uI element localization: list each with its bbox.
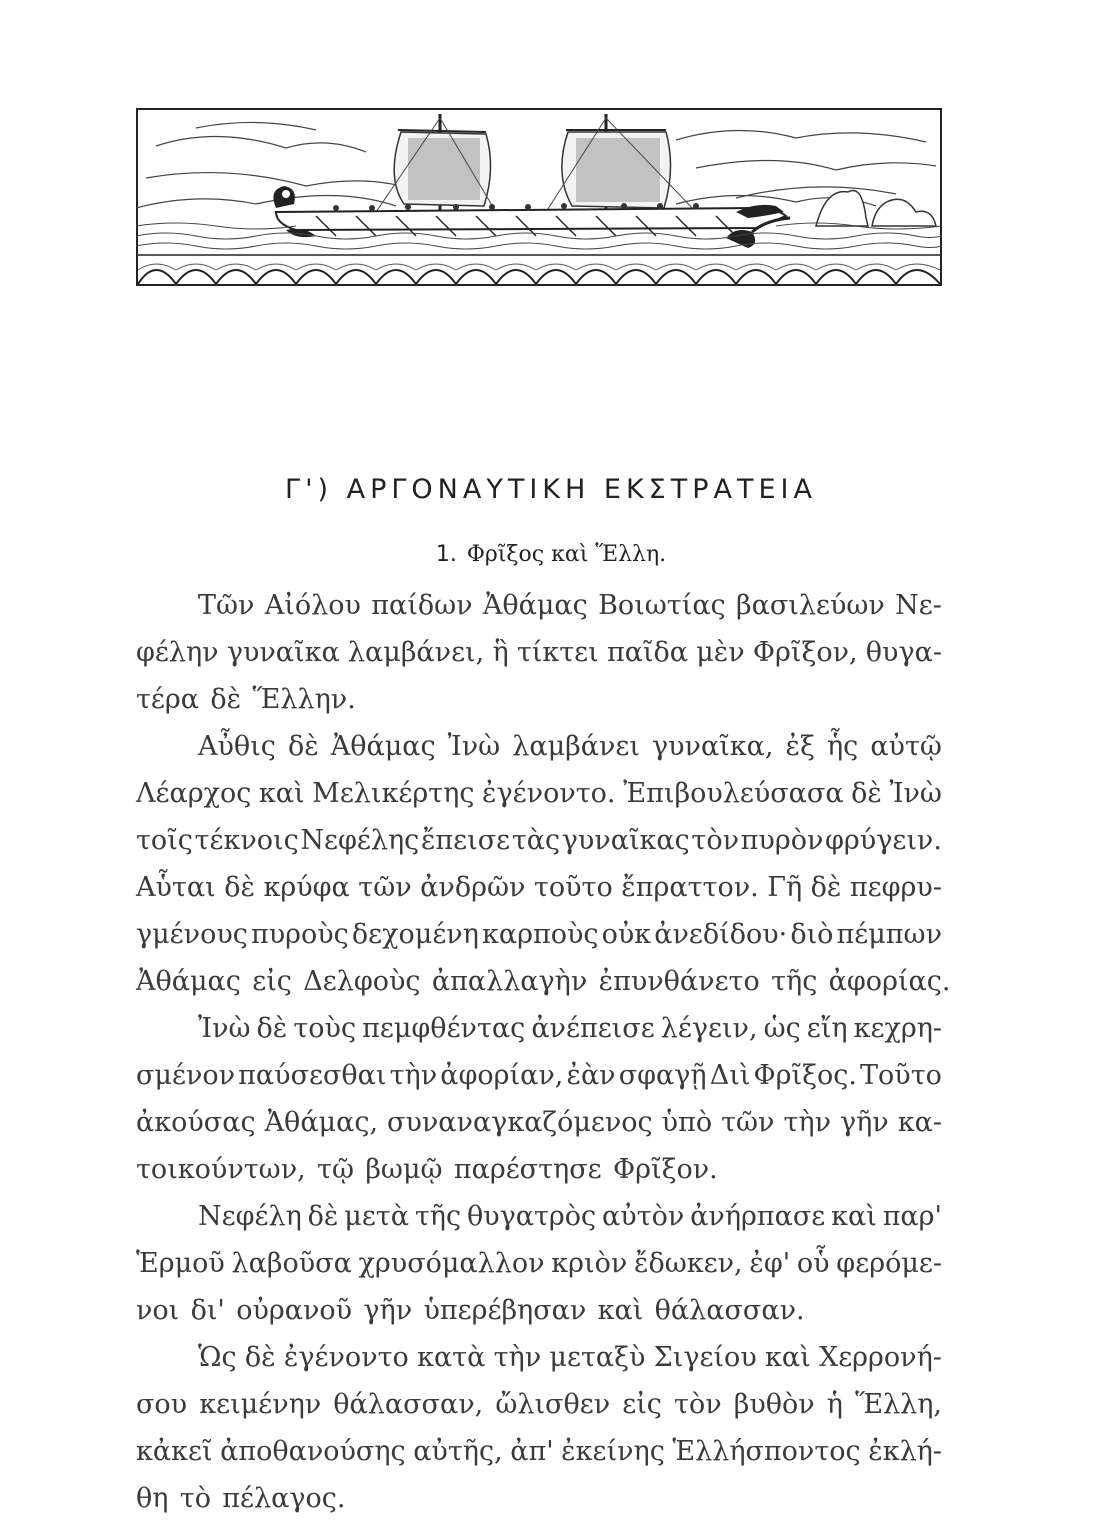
word: ἧς [826, 731, 859, 762]
text-line [136, 911, 942, 958]
word: δὲ [810, 872, 842, 903]
word: κριὸν [551, 1248, 628, 1279]
text-line [136, 1099, 942, 1146]
word: εἰς [252, 966, 292, 997]
word: μὲν [696, 637, 745, 668]
word: φερόμε- [836, 1248, 942, 1279]
word: ἀνεδίδου· [654, 919, 788, 950]
word: συναναγκαζόμενος [387, 1107, 653, 1138]
word: θυγα- [865, 637, 942, 668]
word: ἡ [826, 1389, 843, 1420]
word: ἔπραττον. [621, 872, 759, 903]
text-line [136, 958, 951, 1005]
word: λαμβάνει, [347, 637, 485, 668]
word: Βοιωτίας [598, 590, 726, 621]
word: διὸ [790, 919, 834, 950]
word: ἣ [492, 637, 509, 668]
word: τῆς [771, 966, 818, 997]
word: Ἀθάμας [330, 731, 436, 762]
word: τῶν [721, 1107, 775, 1138]
section-number: 1. [435, 542, 457, 567]
word: φρύγειν. [825, 825, 942, 856]
paragraph [136, 1193, 942, 1334]
word: ἐγένοντο [283, 1342, 409, 1373]
word: πέμπων [836, 919, 942, 950]
word: τῶν [358, 872, 412, 903]
word: θη [136, 1483, 169, 1514]
word: τῷ [317, 1154, 354, 1185]
word: μετὰ [344, 1201, 409, 1232]
text-line [136, 770, 942, 817]
text-line [136, 817, 942, 864]
word: τίκτει [516, 637, 599, 668]
word: ἔπεισε [420, 825, 511, 856]
word: Ἀθάμας, [264, 1107, 379, 1138]
word: Ἕλλην. [252, 684, 356, 715]
word: Μελικέρτης [312, 778, 475, 809]
word: οὐκ [601, 919, 652, 950]
word: τὸν [674, 1389, 722, 1420]
word: θάλασσαν. [654, 1295, 805, 1326]
word: τοῖς [136, 825, 193, 856]
text-line [136, 1240, 942, 1287]
word: τὴν [493, 1342, 542, 1373]
word: τὸν [691, 825, 740, 856]
word: ἐγένοντο. [482, 778, 616, 809]
word: ἀπαλλαγὴν [431, 966, 588, 997]
word: κειμένην [199, 1389, 322, 1420]
word: λαμβάνει [512, 731, 640, 762]
section-title: Φρῖξος καὶ Ἕλλη. [466, 542, 667, 567]
word: δὲ [210, 684, 242, 715]
word: θάλασσαν, [333, 1389, 484, 1420]
word: πυροὺς [250, 919, 349, 950]
word: ἐκείνης [561, 1436, 665, 1467]
word: κρύφα [263, 872, 350, 903]
text-line [136, 1193, 942, 1240]
word: ὑπὸ [661, 1107, 713, 1138]
word: νοι [136, 1295, 180, 1326]
argo-ship-illustration [136, 108, 942, 286]
word: ἀφορίας. [828, 966, 951, 997]
word: γυναῖκα [226, 637, 340, 668]
word: Γῆ [767, 872, 803, 903]
word: ἀπ' [510, 1436, 554, 1467]
text-line [136, 1287, 942, 1334]
word: Ἰνὼ [447, 731, 501, 762]
word: Νεφέλης [300, 825, 420, 856]
word: γμένους [136, 919, 248, 950]
word: κα- [897, 1107, 942, 1138]
word: δὲ [256, 1013, 288, 1044]
word: ἔδωκεν, [634, 1248, 743, 1279]
word: ὡς [763, 1013, 801, 1044]
word: Ἕλλη, [855, 1389, 942, 1420]
word: πεφρυ- [849, 872, 942, 903]
section-heading [0, 542, 1102, 567]
word: εἴη [806, 1013, 848, 1044]
word: Διὶ [709, 1060, 751, 1091]
text-line [136, 1381, 942, 1428]
word: ἀκούσας [136, 1107, 256, 1138]
word: Νεφέλη [198, 1201, 302, 1232]
word: Φρῖξος. [753, 1060, 857, 1091]
word: Αἰόλου [264, 590, 361, 621]
word: γυναῖκας [561, 825, 690, 856]
word: χρυσόμαλλον [358, 1248, 545, 1279]
word: γῆν [363, 1295, 413, 1326]
word: οὗ [796, 1248, 830, 1279]
word: λέγειν, [660, 1013, 758, 1044]
word: δι' [190, 1295, 225, 1326]
word: δὲ [224, 872, 255, 903]
word: ἀνήρπασε [690, 1201, 826, 1232]
word: ἐκλή- [868, 1436, 942, 1467]
word: λαβοῦσα [231, 1248, 352, 1279]
word: παρ' [882, 1201, 942, 1232]
word: βωμῷ [365, 1154, 443, 1185]
word: εἰς [622, 1389, 662, 1420]
word: Αὗται [136, 872, 216, 903]
word: πέλαγος. [222, 1483, 346, 1514]
word: καὶ [258, 778, 305, 809]
word: Νε- [895, 590, 942, 621]
word: καὶ [597, 1295, 644, 1326]
word: ἐὰν [566, 1060, 616, 1091]
word: ὑπερέβησαν [423, 1295, 587, 1326]
text-line [136, 582, 942, 629]
word: Τῶν [198, 590, 255, 621]
text-line [136, 1334, 942, 1381]
word: Αὖθις [198, 731, 276, 762]
paragraph [136, 1005, 942, 1193]
word: Ἑλλήσποντος [672, 1436, 861, 1467]
word: δὲ [307, 1201, 339, 1232]
paragraph [136, 723, 951, 1005]
word: καρποὺς [481, 919, 599, 950]
text-line [136, 1475, 942, 1522]
word: δὲ [287, 731, 319, 762]
word: παῖδα [606, 637, 689, 668]
chapter-title: Γ') ΑΡΓΟΝΑΥΤΙΚΗ ΕΚΣΤΡΑΤΕΙΑ [285, 474, 817, 505]
word: τῆς [414, 1201, 462, 1232]
word: τὴν [783, 1107, 831, 1138]
body-text [136, 582, 951, 1522]
word: ἐξ [785, 731, 815, 762]
word: ὤλισθεν [495, 1389, 611, 1420]
text-line [136, 1052, 942, 1099]
word: ἐπυνθάνετο [598, 966, 760, 997]
word: κἀκεῖ [136, 1436, 213, 1467]
word: Δελφοὺς [303, 966, 421, 997]
word: αὐτῷ [870, 731, 942, 762]
word: τὰς [511, 825, 561, 856]
word: αὐτὸν [602, 1201, 685, 1232]
word: σμένον [136, 1060, 236, 1091]
word: κατὰ [417, 1342, 486, 1373]
text-line [136, 1428, 942, 1475]
word: Χερρονή- [818, 1342, 942, 1373]
paragraph [136, 582, 942, 723]
word: δεχομένη [351, 919, 479, 950]
word: ἀφορίαν, [440, 1060, 564, 1091]
text-line [136, 723, 942, 770]
word: δὲ [851, 778, 882, 809]
word: Σιγείου [653, 1342, 757, 1373]
word: τοῦτο [533, 872, 613, 903]
word: γῆν [839, 1107, 889, 1138]
word: κεχρη- [853, 1013, 942, 1044]
word: βασιλεύων [736, 590, 885, 621]
word: μεταξὺ [549, 1342, 646, 1373]
word: γυναῖκα, [652, 731, 774, 762]
word: τοὺς [293, 1013, 357, 1044]
word: φέλην [136, 637, 219, 668]
word: οὐρανοῦ [236, 1295, 353, 1326]
word: Ἀθάμας [136, 966, 241, 997]
word: τέρα [136, 684, 200, 715]
word: Λέαρχος [136, 778, 252, 809]
word: Ἀθάμας [482, 590, 588, 621]
word: Ἑρμοῦ [136, 1248, 225, 1279]
word: δὲ [244, 1342, 276, 1373]
text-line [136, 629, 942, 676]
word: τὸ [179, 1483, 211, 1514]
paragraph [136, 1334, 942, 1522]
word: τέκνοις [194, 825, 299, 856]
wave-band [138, 254, 940, 284]
word: ἀνέπεισε [531, 1013, 655, 1044]
word: τὴν [389, 1060, 438, 1091]
word: Φρῖξον. [612, 1154, 718, 1185]
word: πυρὸν [740, 825, 824, 856]
word: σου [136, 1389, 188, 1420]
word: ἀνδρῶν [420, 872, 526, 903]
word: Ὡς [198, 1342, 237, 1373]
word: αὐτῆς, [413, 1436, 503, 1467]
word: βυθὸν [733, 1389, 815, 1420]
word: Τοῦτο [860, 1060, 942, 1091]
word: παρέστησε [453, 1154, 602, 1185]
word: Ἰνὼ [198, 1013, 251, 1044]
word: Ἰνὼ [889, 778, 942, 809]
word: ἀποθανούσης [220, 1436, 406, 1467]
ship-drawing [136, 108, 942, 286]
text-line [136, 676, 942, 723]
word: τοικούντων, [136, 1154, 306, 1185]
text-line [136, 1146, 942, 1193]
word: ἐφ' [749, 1248, 791, 1279]
text-line [136, 1005, 942, 1052]
word: Φρῖξον, [752, 637, 858, 668]
word: Ἐπιβουλεύσασα [623, 778, 844, 809]
word: παύσεσθαι [238, 1060, 387, 1091]
text-line [136, 864, 942, 911]
word: θυγατρὸς [466, 1201, 597, 1232]
word: παίδων [371, 590, 473, 621]
word: καὶ [765, 1342, 811, 1373]
word: καὶ [831, 1201, 877, 1232]
word: σφαγῇ [618, 1060, 707, 1091]
word: πεμφθέντας [362, 1013, 526, 1044]
